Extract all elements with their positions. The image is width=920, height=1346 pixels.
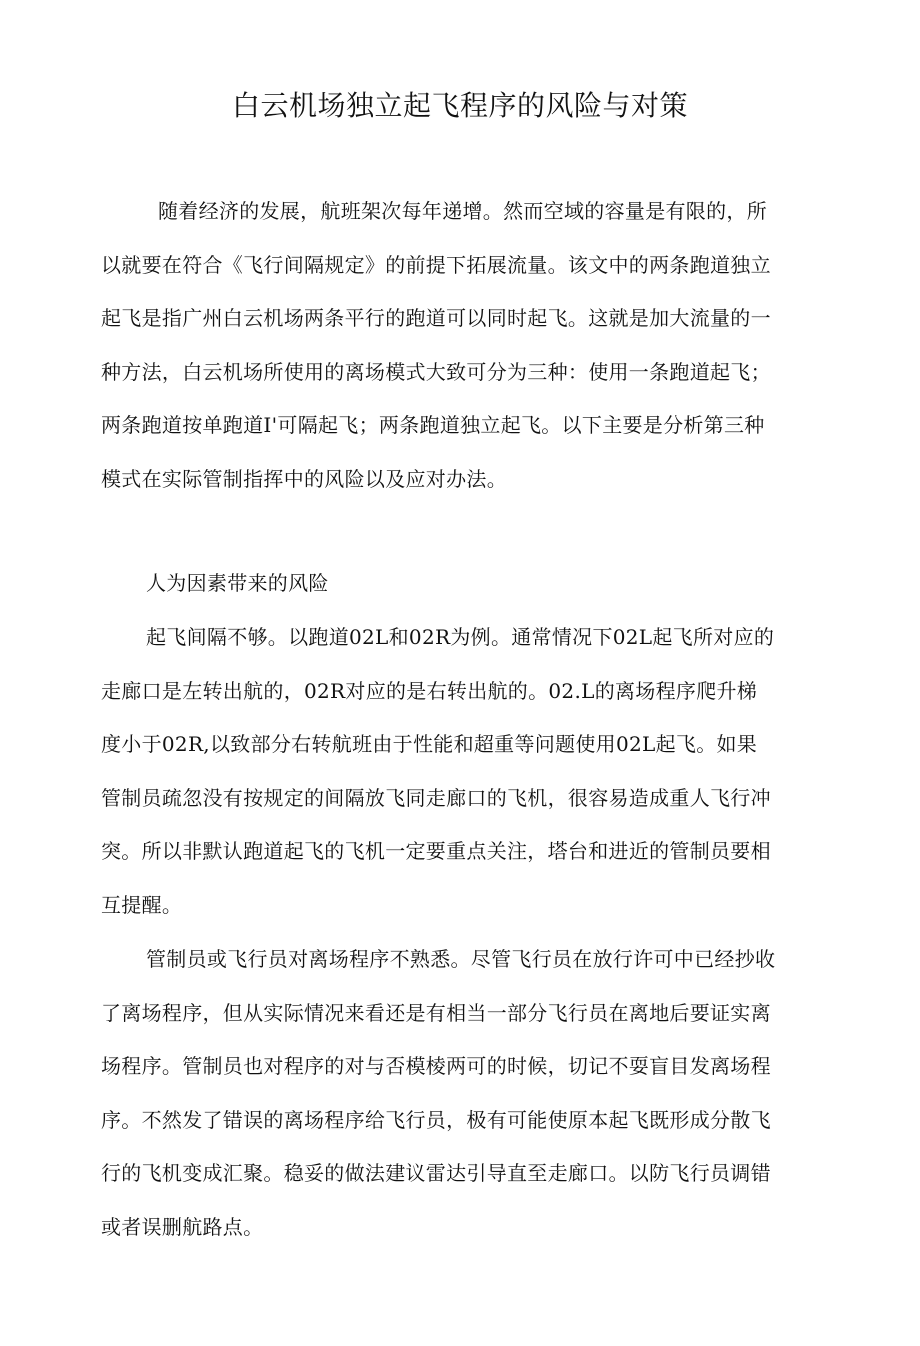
document-title: 白云机场独立起飞程序的风险与对策 (231, 89, 688, 122)
body-paragraph-takeoff-interval: 起飞间隔不够。以跑道02L和02R为例。通常情况下02L起飞所对应的走廊口是左转出航的，02R对应的是右转出航的。02.L的离场程序爬升梯度小于02R,以致部分右转航班由于性能和超重等问题使用02L起飞。如果管制员疏忽没有按规定的间隔放飞同走廊口的飞机，很容易造成重人飞行冲突。所以非默认跑道起飞的飞机一定要重点关注，塔台和进近的管制员要相互提醒。 (101, 625, 775, 917)
body-paragraph-departure-procedure: 管制员或飞行员对离场程序不熟悉。尽管飞行员在放行许可中已经抄收了离场程序，但从实际情况来看还是有相当一部分飞行员在离地后要证实离场程序。管制员也对程序的对与否模棱两可的时候，切记不耍盲目发离场程序。不然发了错误的离场程序给飞行员，极有可能使原本起飞既形成分散飞行的飞机变成汇聚。稳妥的做法建议雷达引导直至走廊口。以防飞行员调错或者误删航路点。 (101, 947, 776, 1239)
section-heading: 人为因素带来的风险 (146, 571, 329, 595)
intro-paragraph: 随着经济的发展，航班架次每年递增。然而空域的容量是有限的，所以就要在符合《飞行间隔规定》的前提下拓展流量。该文中的两条跑道独立起飞是指广州白云机场两条平行的跑道可以同时起飞。这就是加大流量的一种方法，白云机场所使用的离场模式大致可分为三种：使用一条跑道起飞；两条跑道按单跑道I'可隔起飞；两条跑道独立起飞。以下主要是分析第三种模式在实际管制指挥中的风险以及应对办法。 (101, 199, 771, 491)
